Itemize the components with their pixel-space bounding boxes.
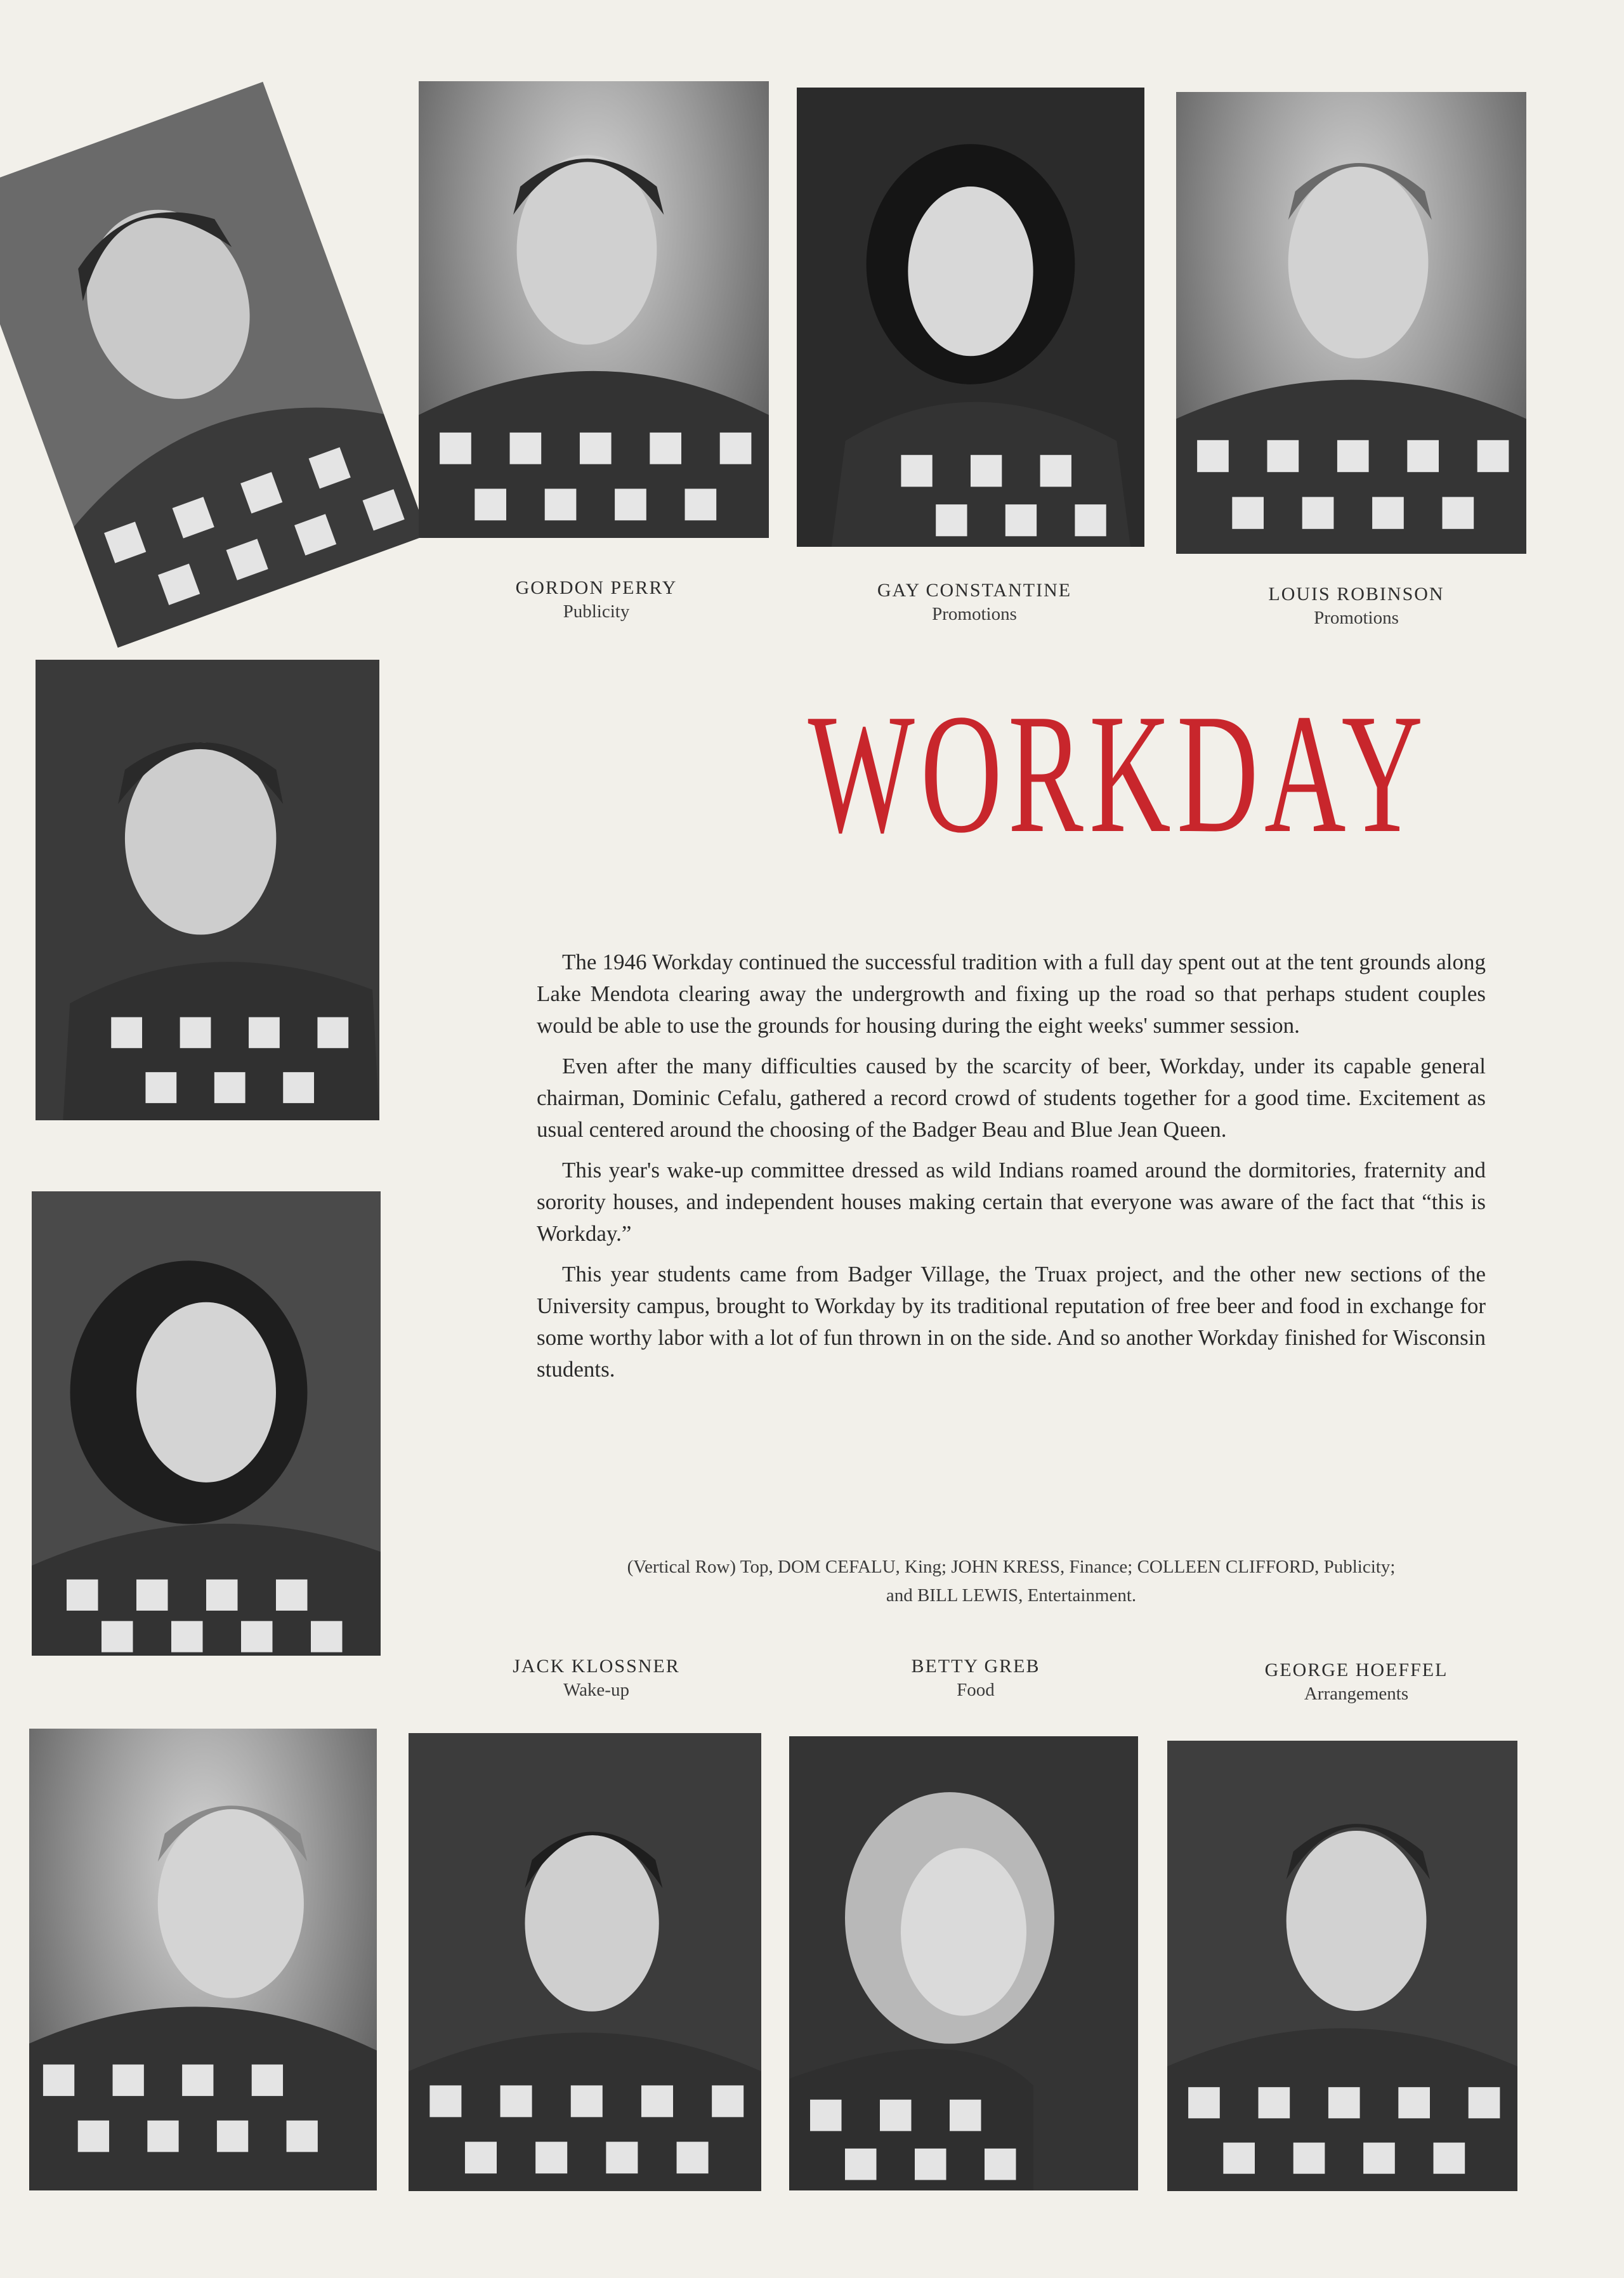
caption-name: GORDON PERRY [515,577,678,598]
caption-name: GEORGE HOEFFEL [1264,1659,1448,1680]
caption-role: Publicity [563,601,630,622]
caption-name: LOUIS ROBINSON [1268,584,1444,605]
caption-jack-klossner [419,1654,774,1701]
photo-colleen-clifford [32,1191,381,1656]
caption-gay-constantine [797,579,1152,625]
caption-name: JACK KLOSSNER [513,1656,680,1677]
photo-louis-robinson [1176,92,1526,554]
paragraph: The 1946 Workday continued the successful tradition with a full day spent out at the tent grounds along Lake Mendota clearing away the undergrowth and fixing up the road so that perhaps student couples would be able to use the grounds for housing during the eight weeks' summer session. [537,950,1486,1038]
vertical-row-credits [537,1553,1486,1610]
credits-line: (Vertical Row) Top, DOM CEFALU, King; JOHN KRESS, Finance; COLLEEN CLIFFORD, Publicity; [627,1557,1396,1577]
paragraph: Even after the many difficulties caused by the scarcity of beer, Workday, under its capable general chairman, Dominic Cefalu, gathered a record crowd of students together for a good time. Excitement as usual centered around the choosing of the Badger Beau and Blue Jean Queen. [537,1054,1486,1142]
caption-role: Wake-up [563,1679,629,1700]
caption-role: Arrangements [1304,1683,1409,1704]
photo-george-hoeffel [1167,1741,1517,2191]
page-title: WORKDAY [808,679,1429,868]
photo-jack-klossner [409,1733,761,2191]
caption-george-hoeffel [1179,1658,1534,1705]
photo-betty-greb [789,1736,1138,2190]
caption-role: Promotions [932,603,1017,624]
paragraph: This year's wake-up committee dressed as wild Indians roamed around the dormitories, fraternity and sorority houses, and independent houses making certain that everyone was aware of the fact that “this is Workday.” [537,1158,1486,1246]
caption-name: BETTY GREB [911,1656,1040,1677]
photo-bill-lewis [29,1729,377,2190]
article-body [537,946,1486,1394]
photo-gay-constantine [797,88,1144,547]
caption-gordon-perry [419,576,774,623]
caption-name: GAY CONSTANTINE [877,580,1072,601]
credits-line: and BILL LEWIS, Entertainment. [886,1585,1137,1606]
caption-role: Food [957,1679,995,1700]
caption-louis-robinson [1179,582,1534,629]
caption-role: Promotions [1314,607,1399,628]
photo-dom-cefalu [0,82,428,648]
caption-betty-greb [798,1654,1153,1701]
photo-gordon-perry [419,81,769,538]
photo-john-kress [36,660,379,1120]
paragraph: This year students came from Badger Village, the Truax project, and the other new sections of the University campus, brought to Workday by its traditional reputation of free beer and food in exchange for some worthy labor with a lot of fun thrown in on the side. And so another Workday finished for Wisconsin students. [537,1262,1486,1382]
